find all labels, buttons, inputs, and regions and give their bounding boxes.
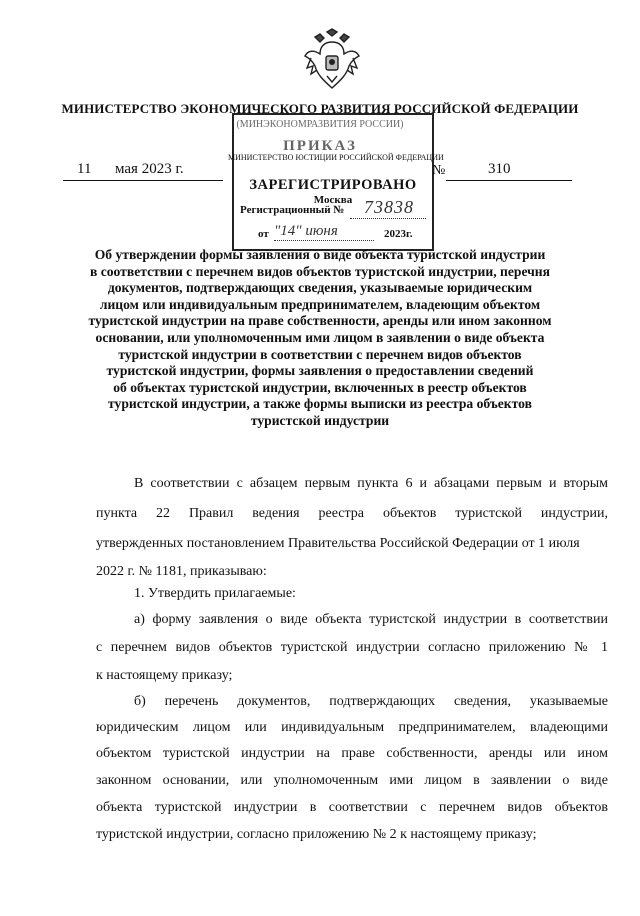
registration-stamp (228, 113, 444, 251)
document-number (446, 158, 572, 181)
body-line: с перечнем видов объектов туристской индустрии согласно приложению № 1 (96, 640, 608, 655)
number-sign: № (432, 163, 446, 178)
title-line: Об утверждении формы заявления о виде объекта туристской индустрии (94, 247, 546, 262)
body-line: законном основании, или уполномоченным ими лицом в заявлении о виде (96, 773, 608, 788)
date-month-year: мая 2023 г. (115, 161, 184, 177)
document-date (63, 158, 223, 181)
title-line: туристской индустрии, формы заявления о предоставлении сведений (106, 363, 534, 379)
body-line: пункта 22 Правил ведения реестра объектов туристской индустрии, (96, 506, 608, 521)
body-line: к настоящему приказу; (96, 668, 233, 683)
title-line: в соответствии с перечнем видов объектов туристской индустрии, перечня (89, 263, 550, 279)
stamp-reg-label: Регистрационный № (240, 204, 345, 216)
title-line: основании, или уполномоченным ими лицом в заявлении о виде объекта (95, 329, 545, 345)
ministry-name: МИНИСТЕРСТВО ЭКОНОМИЧЕСКОГО РАЗВИТИЯ РОССИЙСКОЙ ФЕДЕРАЦИИ (61, 101, 579, 116)
title-line: туристской индустрии, а также формы выписки из реестра объектов (108, 396, 532, 412)
body-line: 1. Утвердить прилагаемые: (134, 586, 296, 601)
stamp-reg-year: 2023г. (384, 228, 413, 240)
title-line: об объектах туристской индустрии, включенных в реестр объектов (113, 379, 527, 395)
body-line: В соответствии с абзацем первым пункта 6 и абзацами первым и вторым (134, 476, 608, 491)
document-title (82, 247, 558, 430)
body-line: туристской индустрии, согласно приложению № 2 к настоящему приказу; (96, 827, 537, 842)
title-line: туристской индустрии (250, 412, 390, 428)
state-emblem-icon (303, 28, 361, 92)
number-value: 310 (488, 161, 511, 177)
body-line: 2022 г. № 1181, приказываю: (96, 564, 267, 579)
title-line: туристской индустрии в соответствии с перечнем видов объектов (118, 346, 522, 362)
date-day: 11 (77, 161, 92, 177)
stamp-city: Москва (313, 194, 353, 206)
title-line: документов, подтверждающих сведения, указываемые юридическим (107, 280, 533, 296)
document-type: ПРИКАЗ (283, 138, 357, 154)
stamp-from-label: от (258, 228, 269, 240)
title-line: лицом или индивидуальным предпринимателем, владеющим объектом (99, 296, 541, 312)
title-line: туристской индустрии на праве собственности, аренды или ином законном (88, 313, 552, 329)
stamp-org: МИНИСТЕРСТВО ЮСТИЦИИ РОССИЙСКОЙ ФЕДЕРАЦИИ (228, 153, 444, 162)
ministry-short-name: (МИНЭКОНОМРАЗВИТИЯ РОССИИ) (236, 119, 404, 130)
body-line: а) форму заявления о виде объекта туристской индустрии в соответствии (134, 612, 608, 627)
body-line: объекта туристской индустрии в соответствии с перечнем видов объектов (96, 800, 608, 815)
stamp-reg-number: 73838 (364, 197, 414, 217)
stamp-registered: ЗАРЕГИСТРИРОВАНО (249, 177, 417, 193)
stamp-reg-date: "14" июня (274, 223, 338, 239)
body-line: б) перечень документов, подтверждающих сведения, указываемые (134, 694, 608, 709)
body-line: объектом туристской индустрии на праве собственности, аренды или ином (96, 746, 608, 761)
body-line: юридическим лицом или индивидуальным предпринимателем, владеющими (96, 720, 608, 735)
body-line: утвержденных постановлением Правительства Российской Федерации от 1 июля (96, 536, 580, 551)
